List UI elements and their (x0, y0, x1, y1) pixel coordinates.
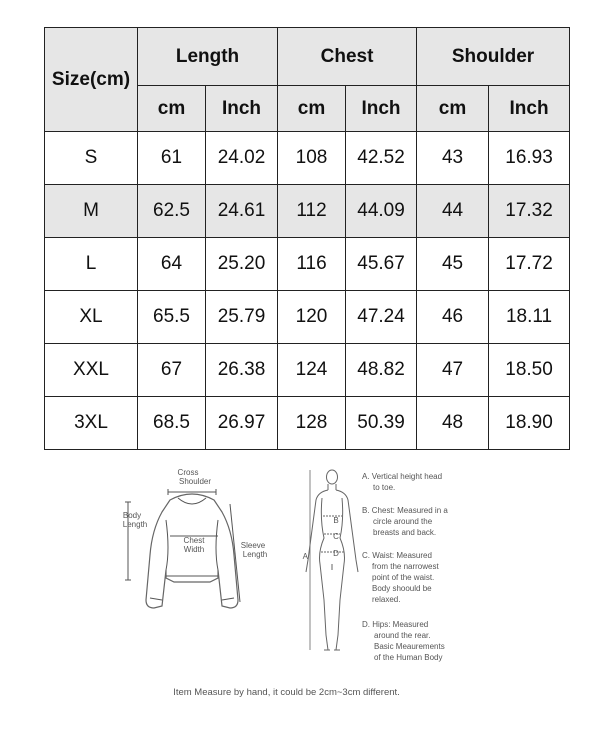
body-torso-legs (320, 498, 345, 650)
table-cell: 47 (417, 344, 489, 397)
table-cell: 16.93 (489, 132, 570, 185)
note-b-line: B. Chest: Measured in a (362, 506, 448, 515)
size-header: Size(cm) (45, 28, 138, 132)
table-cell: 46 (417, 291, 489, 344)
note-b-line: breasts and back. (373, 528, 437, 537)
table-row (45, 185, 570, 238)
note-c-line: relaxed. (372, 595, 401, 604)
body-notes (362, 472, 448, 662)
body-length-label: Length (122, 520, 148, 529)
mark-d: D (333, 549, 339, 558)
table-cell: 25.20 (206, 238, 278, 291)
table-cell: 124 (278, 344, 346, 397)
mark-b: B (333, 516, 339, 525)
table-cell: 120 (278, 291, 346, 344)
cross-shoulder-label: Cross (177, 468, 199, 477)
note-d-line: Basic Meaurements (374, 642, 445, 651)
table-cell: 48.82 (346, 344, 417, 397)
table-cell: 26.38 (206, 344, 278, 397)
sleeve-length-label: Sleeve (240, 541, 266, 550)
note-b-line: circle around the (373, 517, 433, 526)
header-row-groups (45, 28, 570, 86)
table-row (45, 344, 570, 397)
body-arms (306, 490, 358, 572)
table-cell: 45.67 (346, 238, 417, 291)
table-cell: 25.79 (206, 291, 278, 344)
note-c-line: Body shoould be (372, 584, 432, 593)
table-cell: 50.39 (346, 397, 417, 450)
table-cell: 65.5 (138, 291, 206, 344)
table-cell: 26.97 (206, 397, 278, 450)
size-cell: XXL (45, 344, 138, 397)
table-cell: 45 (417, 238, 489, 291)
table-row (45, 291, 570, 344)
garment-diagram (123, 468, 267, 608)
mark-c: C (333, 532, 339, 541)
table-row (45, 397, 570, 450)
table-cell: 17.32 (489, 185, 570, 238)
table-cell: 17.72 (489, 238, 570, 291)
unit-header: Inch (206, 86, 278, 132)
table-cell: 18.11 (489, 291, 570, 344)
sleeve-length-label: Length (242, 550, 268, 559)
table-cell: 64 (138, 238, 206, 291)
table-cell: 44.09 (346, 185, 417, 238)
note-d-line: of the Human Body (374, 653, 443, 662)
table-cell: 24.02 (206, 132, 278, 185)
body-head-icon (327, 470, 338, 484)
unit-header: Inch (346, 86, 417, 132)
table-cell: 62.5 (138, 185, 206, 238)
body-neck (328, 484, 336, 490)
table-cell: 108 (278, 132, 346, 185)
mark-a: A (302, 552, 308, 561)
table-cell: 18.50 (489, 344, 570, 397)
cross-shoulder-label: Shoulder (178, 477, 212, 486)
size-cell: M (45, 185, 138, 238)
length-header: Length (138, 28, 278, 86)
table-cell: 116 (278, 238, 346, 291)
note-d-line: D. Hips: Measured (362, 620, 429, 629)
table-row (45, 238, 570, 291)
size-cell: XL (45, 291, 138, 344)
body-diagram (303, 470, 358, 650)
table-cell: 68.5 (138, 397, 206, 450)
measurement-diagrams (110, 460, 470, 675)
table-cell: 48 (417, 397, 489, 450)
chest-header: Chest (278, 28, 417, 86)
table-cell: 67 (138, 344, 206, 397)
table-cell: 112 (278, 185, 346, 238)
table-cell: 61 (138, 132, 206, 185)
table-cell: 43 (417, 132, 489, 185)
note-d-line: around the rear. (374, 631, 431, 640)
size-cell: L (45, 238, 138, 291)
chest-width-label: Chest (183, 536, 205, 545)
chest-width-label: Width (183, 545, 205, 554)
table-cell: 18.90 (489, 397, 570, 450)
size-cell: S (45, 132, 138, 185)
sweater-neckline (178, 498, 206, 504)
unit-header: cm (417, 86, 489, 132)
note-c-line: point of the waist. (372, 573, 435, 582)
table-cell: 24.61 (206, 185, 278, 238)
note-c-line: from the narrowest (372, 562, 439, 571)
note-a-line: A. Vertical height head (362, 472, 443, 481)
sleeve-length-arrow (230, 504, 240, 602)
table-cell: 128 (278, 397, 346, 450)
size-cell: 3XL (45, 397, 138, 450)
table-cell: 47.24 (346, 291, 417, 344)
shoulder-header: Shoulder (417, 28, 570, 86)
note-c-line: C. Waist: Measured (362, 551, 432, 560)
table-cell: 44 (417, 185, 489, 238)
table-cell: 42.52 (346, 132, 417, 185)
unit-header: Inch (489, 86, 570, 132)
size-chart-table (44, 27, 570, 450)
unit-header: cm (138, 86, 206, 132)
measurement-footnote: Item Measure by hand, it could be 2cm~3cm different. (173, 687, 400, 698)
unit-header: cm (278, 86, 346, 132)
table-row (45, 132, 570, 185)
note-a-line: to toe. (373, 483, 396, 492)
body-length-label: Body (122, 511, 142, 520)
